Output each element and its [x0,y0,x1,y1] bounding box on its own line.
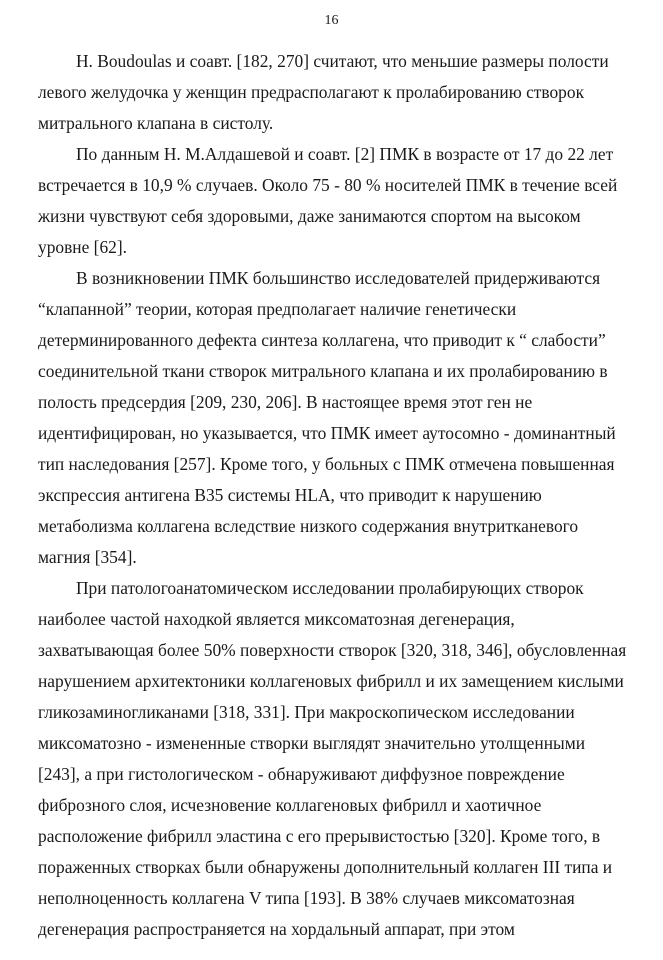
text-line: левого желудочка у женщин предрасполагают к пролабированию створок [38,82,585,102]
text-line: митрального клапана в систолу. [38,113,274,133]
text-line: нарушением архитектоники коллагеновых фибрилл и их замещением кислыми [38,671,624,691]
text-line: экспрессия антигена В35 системы HLA, что приводит к нарушению [38,485,542,505]
text-line: неполноценность коллагена V типа [193]. В 38% случаев миксоматозная [38,888,575,908]
text-line: [243], а при гистологическом - обнаруживают диффузное повреждение [38,764,565,784]
paragraph-2 [38,139,636,263]
text-line: миксоматозно - измененные створки выглядят значительно утолщенными [38,733,586,753]
paragraph-4 [38,573,636,945]
text-line: “клапанной” теории, которая предполагает наличие генетически [38,299,517,319]
text-line: В возникновении ПМК большинство исследователей придерживаются [76,268,601,288]
body-text [38,46,636,945]
text-line: фиброзного слоя, исчезновение коллагеновых фибрилл и хаотичное [38,795,542,815]
paragraph-1 [38,46,636,139]
text-line: пораженных створках были обнаружены дополнительный коллаген III типа и [38,857,613,877]
text-line: жизни чувствуют себя здоровыми, даже занимаются спортом на высоком [38,206,581,226]
page-number: 16 [324,13,339,28]
text-line: уровне [62]. [38,237,127,257]
text-line: метаболизма коллагена вследствие низкого содержания внутритканевого [38,516,579,536]
text-line: полость предсердия [209, 230, 206]. В настоящее время этот ген не [38,392,533,412]
text-line: захватывающая более 50% поверхности створок [320, 318, 346], обусловленная [38,640,627,660]
text-line: При патологоанатомическом исследовании пролабирующих створок [76,578,584,598]
text-line: Н. Boudoulas и соавт. [182, 270] считают, что меньшие размеры полости [76,51,609,71]
text-line: По данным Н. М.Алдашевой и соавт. [2] ПМК в возрасте от 17 до 22 лет [76,144,614,164]
text-line: магния [354]. [38,547,137,567]
text-line: встречается в 10,9 % случаев. Около 75 - 80 % носителей ПМК в течение всей [38,175,618,195]
text-line: соединительной ткани створок митрального клапана и их пролабированию в [38,361,608,381]
paragraph-3 [38,263,636,573]
text-line: гликозаминогликанами [318, 331]. При макроскопическом исследовании [38,702,575,722]
text-line: детерминированного дефекта синтеза коллагена, что приводит к “ слабости” [38,330,606,350]
text-line: расположение фибрилл эластина с его прерывистостью [320]. Кроме того, в [38,826,601,846]
text-line: дегенерация распространяется на хордальный аппарат, при этом [38,919,515,939]
text-line: наиболее частой находкой является миксоматозная дегенерация, [38,609,515,629]
text-line: идентифицирован, но указывается, что ПМК имеет аутосомно - доминантный [38,423,616,443]
text-line: тип наследования [257]. Кроме того, у больных с ПМК отмечена повышенная [38,454,615,474]
